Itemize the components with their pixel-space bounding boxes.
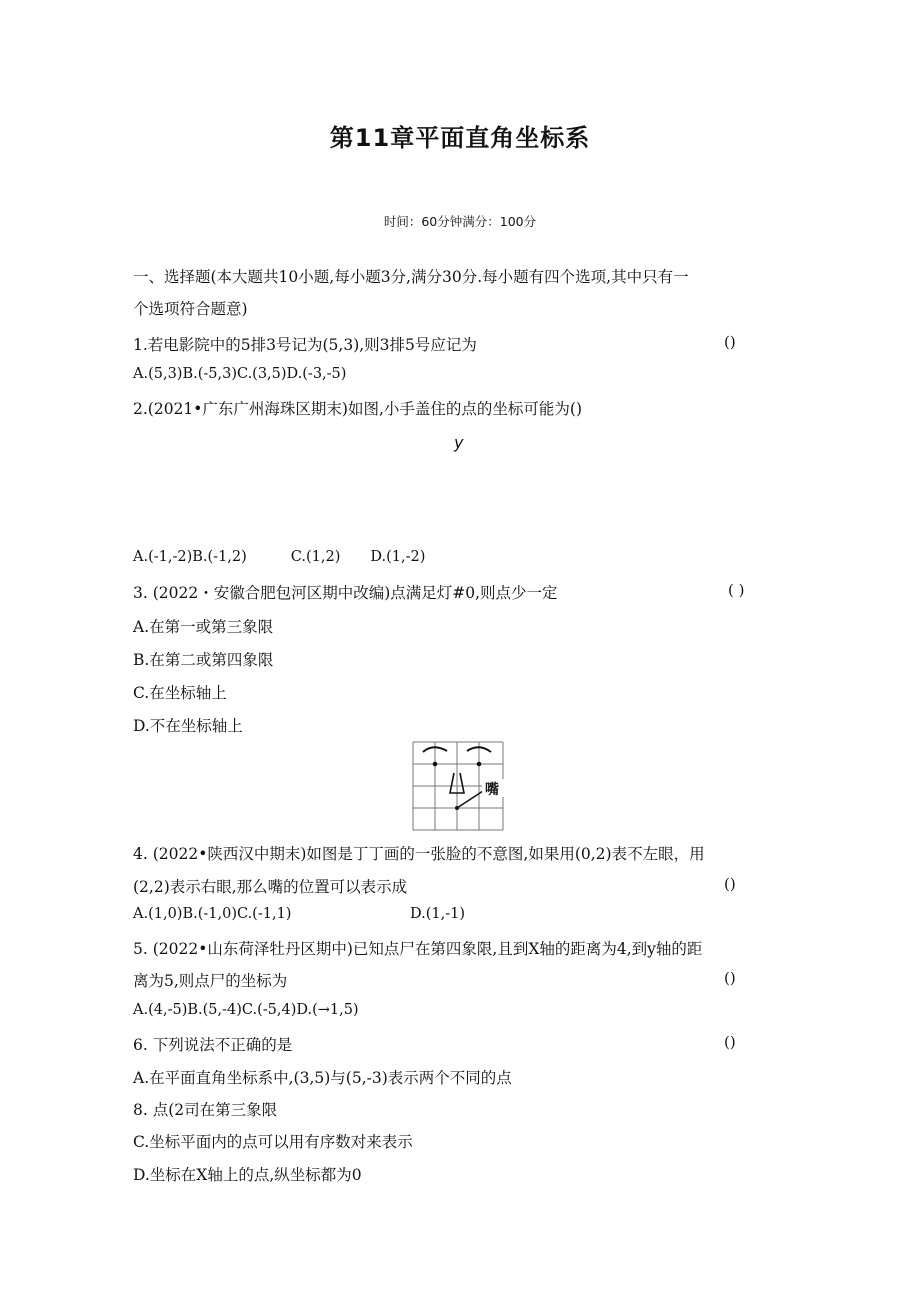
exam-time-score: 时间：60分钟满分：100分 [383, 214, 537, 229]
page-title: 第11章平面直角坐标系 [329, 124, 591, 152]
answer-paren-4: () [724, 875, 736, 893]
answer-paren-3: ( ) [728, 581, 745, 599]
question-1-options: A.(5,3)B.(-5,3)C.(3,5)D.(-3,-5) [133, 366, 347, 382]
question-4-options: A.(1,0)B.(-1,0)C.(-1,1) [133, 906, 292, 922]
face-grid-figure [409, 739, 507, 833]
question-5: 5. (2022•山东荷泽牡丹区期中)已知点尸在第四象限,且到X轴的距离为4,到y轴的距 [133, 940, 703, 958]
figure-y-axis-label: y [454, 433, 464, 452]
question-3-option-a: A.在第一或第三象限 [133, 618, 274, 636]
answer-paren-1: () [724, 333, 736, 351]
question-4-option-d: D.(1,-1) [410, 906, 465, 922]
answer-paren-5: () [724, 969, 736, 987]
question-3-option-b: B.在第二或第四象限 [133, 651, 274, 669]
question-4-cont: (2,2)表示右眼,那么嘴的位置可以表示成 [133, 878, 408, 896]
section-heading: 一、选择题(本大题共10小题,每小题3分,满分30分.每小题有四个选项,其中只有一 [133, 268, 689, 286]
question-6-option-a: A.在平面直角坐标系中,(3,5)与(5,-3)表示两个不同的点 [133, 1069, 512, 1087]
question-6-option-b: 8. 点(2司在第三象限 [133, 1101, 278, 1119]
question-6: 6. 下列说法不正确的是 [133, 1036, 293, 1054]
question-6-option-d: D.坐标在X轴上的点,纵坐标都为0 [133, 1166, 362, 1184]
question-6-option-c: C.坐标平面内的点可以用有序数对来表示 [133, 1133, 413, 1151]
section-heading-cont: 个选项符合题意) [133, 300, 248, 318]
question-3: 3. (2022・安徽合肥包河区期中改编)点满足灯#0,则点少一定 [133, 584, 558, 602]
question-2-options [133, 549, 425, 565]
mouth-label: 嘴 [485, 782, 499, 798]
question-5-cont: 离为5,则点尸的坐标为 [133, 972, 288, 990]
question-3-option-c: C.在坐标轴上 [133, 684, 227, 702]
question-5-options: A.(4,-5)B.(5,-4)C.(-5,4)D.(→1,5) [133, 1002, 359, 1018]
question-2-options-ab: A.(-1,-2)B.(-1,2) [133, 549, 247, 565]
question-2-option-c: C.(1,2) [290, 549, 341, 565]
answer-paren-6: () [724, 1033, 736, 1051]
question-3-option-d: D.不在坐标轴上 [133, 717, 243, 735]
question-2-option-d: D.(1,-2) [370, 549, 426, 565]
question-4: 4. (2022•陕西汉中期末)如图是丁丁画的一张脸的不意图,如果用(0,2)表不左眼，用 [133, 845, 705, 863]
question-2: 2.(2021•广东广州海珠区期末)如图,小手盖住的点的坐标可能为() [133, 400, 582, 418]
right-eye-point [477, 762, 482, 767]
left-eye-point [433, 762, 438, 767]
question-1: 1.若电影院中的5排3号记为(5,3),则3排5号应记为 [133, 336, 477, 354]
